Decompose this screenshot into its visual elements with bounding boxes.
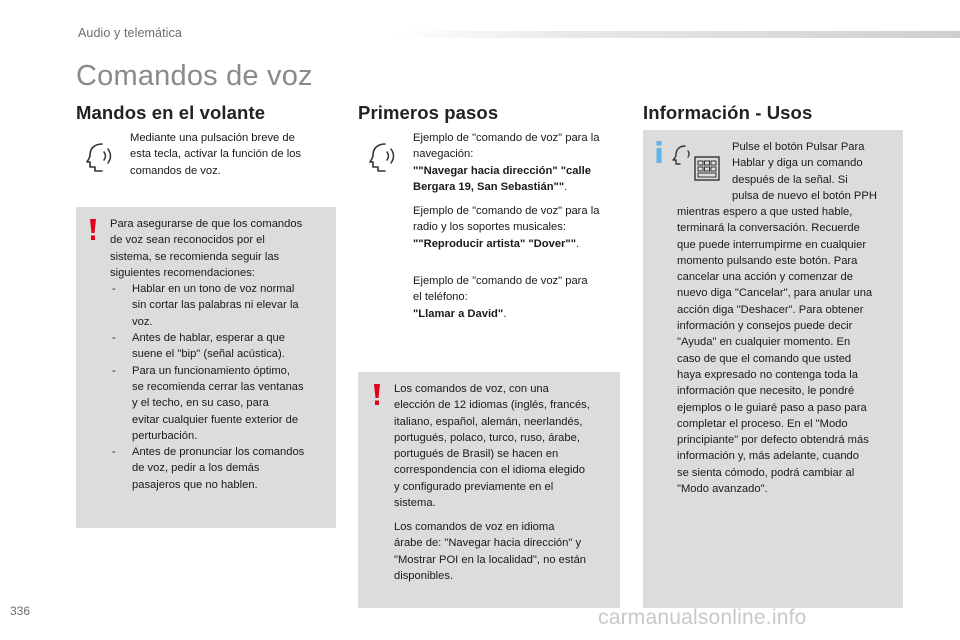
- voice-command-icon: [80, 140, 118, 174]
- section-title-steering: Mandos en el volante: [76, 102, 266, 123]
- phone-example: Ejemplo de "comando de voz" para el teléfono: "Llamar a David".: [413, 275, 588, 320]
- list-item: - Hablar en un tono de voz normal sin cortar las palabras ni elevar la voz.: [112, 283, 299, 328]
- steering-intro: Mediante una pulsación breve de esta tecla, activar la función de los comandos de voz.: [130, 132, 302, 177]
- watermark: carmanualsonline.info: [598, 606, 807, 629]
- section-title-first-steps: Primeros pasos: [358, 102, 499, 123]
- list-item: - Para un funcionamiento óptimo, se recomienda cerrar las ventanas y el techo, en su caso, para evitar cualquier fuente exterior de perturbación.: [112, 364, 304, 442]
- section-label: Audio y telemática: [78, 26, 182, 40]
- warning-box-languages: [358, 372, 620, 608]
- recommendations-text: Para asegurarse de que los comandos de voz sean reconocidos por el sistema, se recomienda seguir las siguientes recomendaciones: - Hablar en un tono de voz normal sin cortar las palabras ni elevar la voz. - Antes de hablar, esperar a que suene el "bip" (señal acústica). - Para un funcionamiento óptimo, se recomienda cerrar las ventanas y el techo, en su caso, para evitar cualquier fuente exterior de perturbación. - Antes de pronunciar los comandos de voz, pedir a los demás pasajeros que no hablen.: [110, 216, 332, 493]
- push-to-talk-icon: [671, 144, 723, 184]
- arabic-note-text: Los comandos de voz en idioma árabe de: "Navegar hacia dirección" y "Mostrar POI en la localidad", no están disponibles.: [394, 521, 587, 582]
- usage-text-body: mientras espero a que usted hable, terminará la conversación. Recuerde que puede interrumpirme en cualquier momento pulsando este botón. Para cancelar una acción y comenzar de nuevo diga "Cancelar", para anular una acción diga "Deshacer". Para obtener información y consejos puede decir "Ayuda" en cualquier momento. En caso de que el comando que usted haya expresado no contenga toda la información que necesito, le pondré ejemplos o le guiaré paso a paso para completar el proceso. En el "Modo principiante" por defecto obtendrá más información y, más adelante, cuando se sienta cómodo, podrá cambiar al "Modo avanzado".: [677, 206, 873, 496]
- warning-box-recommendations: [76, 207, 336, 528]
- radio-example: Ejemplo de "comando de voz" para la radio y los soportes musicales: ""Reproducir artista" "Dover"".: [413, 205, 600, 250]
- usage-text-top: Pulse el botón Pulsar Para Hablar y diga un comando después de la señal. Si pulsa de nuevo el botón PPH: [732, 141, 877, 202]
- voice-command-icon: [363, 140, 401, 174]
- page-number: 336: [10, 604, 31, 618]
- header-gradient-bar: [395, 31, 960, 38]
- info-icon: [654, 141, 664, 163]
- warning-exclamation-icon: [372, 384, 382, 406]
- navigation-example: Ejemplo de "comando de voz" para la navegación: ""Navegar hacia dirección" "calle Bergara 19, San Sebastián"".: [413, 132, 600, 193]
- languages-text: Los comandos de voz, con una elección de 12 idiomas (inglés, francés, italiano, español, alemán, neerlandés, portugués, polaco, turco, ruso, árabe, portugués de Brasil) se hacen en correspondencia con el idioma elegido y configurado previamente en el sistema.: [394, 383, 590, 510]
- list-item: - Antes de hablar, esperar a que suene el "bip" (señal acústica).: [112, 332, 286, 361]
- section-title-info-usage: Información - Usos: [643, 102, 813, 123]
- warning-exclamation-icon: [88, 219, 98, 241]
- page-title: Comandos de voz: [76, 60, 313, 92]
- info-box-usage: [643, 130, 903, 608]
- list-item: - Antes de pronunciar los comandos de voz, pedir a los demás pasajeros que no hablen.: [112, 446, 305, 491]
